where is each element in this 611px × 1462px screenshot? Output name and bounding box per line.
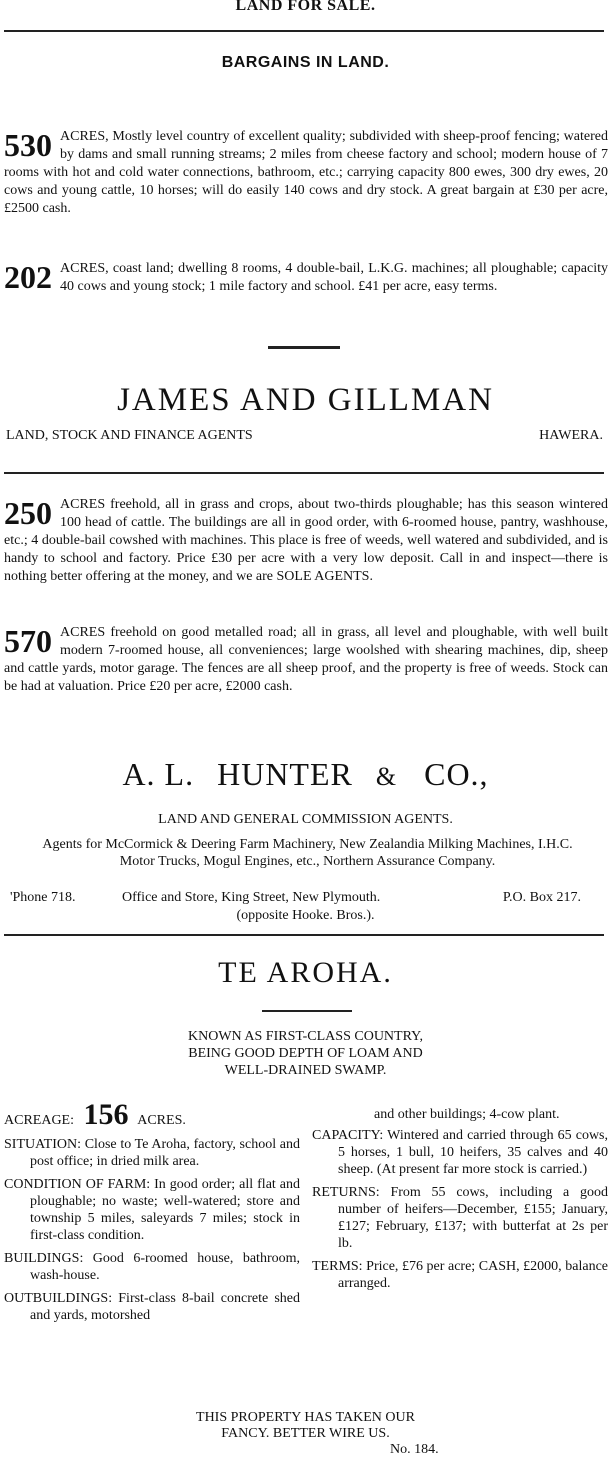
- listing-text: ACRES freehold, all in grass and crops, about two-thirds ploughable; has this season wintered 100 head of cattle. The buildings are all in good order, with 6-roomed house, pantry, washhouse, etc.; 4 double-bail cowshed with machines. This place is free of weeds, well watered and subdivided, and is handy to school and factory. Price £30 per acre with a very low deposit. Call in and inspect—there is nothing better offering at the money, and we are SOLE AGENTS.: [4, 497, 608, 584]
- listing-text: ACRES, coast land; dwelling 8 rooms, 4 double-bail, L.K.G. machines; all ploughable; capacity 40 cows and young stock; 1 mile factory and school. £41 per acre, easy terms.: [60, 261, 608, 294]
- buildings-text: Good 6-roomed house, bathroom, wash-house.: [30, 1251, 300, 1283]
- situation-text: Close to Te Aroha, factory, school and post office; in dried milk area.: [30, 1137, 301, 1169]
- listing-text: ACRES, Mostly level country of excellent quality; subdivided with sheep-proof fencing; watered by dams and small running streams; 2 miles from cheese factory and school; modern house of 7 rooms with hot and cold water connections, bathroom, etc.; carrying capacity 800 ewes, 300 dry ewes, 20 cows and young cattle, 10 horses; will do easily 140 cows and dry stock. A great bargain at £30 per acre, £2500 cash.: [4, 129, 608, 216]
- divider: [4, 472, 604, 474]
- condition-text: In good order; all flat and ploughable; no waste; well-watered; store and township 5 miles, saleyards 7 miles; stock in first-class condition.: [30, 1177, 300, 1243]
- terms-item: [312, 1258, 608, 1292]
- agent-name-james-gillman: JAMES AND GILLMAN: [117, 382, 494, 418]
- right-column: [312, 1106, 608, 1298]
- agent-company: CO.,: [424, 756, 489, 792]
- acreage-number: 530: [4, 127, 52, 163]
- agent-opposite: (opposite Hooke. Bros.).: [236, 908, 375, 923]
- closing-line: FANCY. BETTER WIRE US.: [221, 1426, 390, 1441]
- ad-number: No. 184.: [390, 1442, 439, 1457]
- agent-phone: 'Phone 718.: [10, 890, 76, 905]
- description-line: KNOWN AS FIRST-CLASS COUNTRY,: [188, 1029, 423, 1044]
- condition-label: CONDITION OF FARM:: [4, 1177, 151, 1192]
- agent-office: Office and Store, King Street, New Plymouth.: [122, 890, 381, 905]
- acreage-number: 250: [4, 495, 52, 531]
- closing-text: [0, 1410, 611, 1442]
- divider: [4, 934, 604, 936]
- agent-description: Agents for McCormick & Deering Farm Machinery, New Zealandia Milking Machines, I.H.C. Motor Trucks, Mogul Engines, etc., Northern Assurance Company.: [42, 837, 573, 869]
- acreage-number: 202: [4, 259, 52, 295]
- listing-text: ACRES freehold on good metalled road; all in grass, all level and ploughable, with well built modern 7-roomed house, all conveniences; large woolshed with shearing machines, dip, sheep and cattle yards, motor garage. The fences are all sheep proof, and the property is free of weeds. Stock can be had at valuation. Price £20 per acre, £2000 cash.: [4, 625, 608, 694]
- property-description: [0, 1028, 611, 1079]
- acreage-unit: ACRES.: [137, 1113, 186, 1128]
- ampersand: &: [375, 762, 398, 791]
- agent-initials: A. L.: [122, 756, 195, 792]
- agent-surname: HUNTER: [217, 756, 353, 792]
- agent-tagline: LAND, STOCK AND FINANCE AGENTS: [6, 428, 253, 443]
- capacity-label: CAPACITY:: [312, 1128, 384, 1143]
- terms-label: TERMS:: [312, 1259, 363, 1274]
- condition-item: [4, 1176, 300, 1244]
- section-title-bargains: BARGAINS IN LAND.: [221, 54, 390, 71]
- agent-pobox: P.O. Box 217.: [502, 890, 581, 905]
- acreage-number: 570: [4, 623, 52, 659]
- divider: [268, 346, 340, 349]
- buildings-label: BUILDINGS:: [4, 1251, 84, 1266]
- outbuildings-item: [4, 1290, 300, 1324]
- outbuildings-label: OUTBUILDINGS:: [4, 1291, 113, 1306]
- listing-202: [4, 260, 608, 296]
- agent-location: HAWERA.: [539, 428, 603, 443]
- page-header: LAND FOR SALE.: [235, 0, 376, 14]
- listing-530: [4, 128, 608, 218]
- property-title-te-aroha: TE AROHA.: [218, 956, 393, 989]
- returns-text: From 55 cows, including a good number of heifers—December, £155; January, £127; February, £137; with butterfat at 2s per lb.: [338, 1185, 608, 1251]
- situation-item: [4, 1136, 300, 1170]
- terms-text: Price, £76 per acre; CASH, £2000, balance arranged.: [338, 1259, 608, 1291]
- buildings-item: [4, 1250, 300, 1284]
- returns-label: RETURNS:: [312, 1185, 380, 1200]
- left-column: [4, 1136, 300, 1330]
- divider: [262, 1010, 352, 1012]
- description-line: BEING GOOD DEPTH OF LOAM AND: [188, 1046, 423, 1061]
- returns-item: [312, 1184, 608, 1252]
- capacity-item: [312, 1127, 608, 1178]
- agent-name-hunter: [0, 756, 611, 793]
- listing-570: [4, 624, 608, 696]
- divider: [4, 30, 604, 32]
- acreage-line: [4, 1098, 186, 1132]
- outbuildings-text: First-class 8-bail concrete shed and yards, motorshed: [30, 1291, 300, 1323]
- listing-250: [4, 496, 608, 586]
- acreage-value: 156: [83, 1098, 129, 1131]
- capacity-text: Wintered and carried through 65 cows, 5 horses, 1 bull, 10 heifers, 35 calves and 40 sheep. (At present far more stock is carried.): [338, 1128, 609, 1177]
- acreage-label: ACREAGE:: [4, 1113, 74, 1128]
- description-line: WELL-DRAINED SWAMP.: [224, 1063, 387, 1078]
- closing-line: THIS PROPERTY HAS TAKEN OUR: [196, 1410, 415, 1425]
- outbuildings-continued: and other buildings; 4-cow plant.: [374, 1107, 560, 1122]
- agent-tagline: LAND AND GENERAL COMMISSION AGENTS.: [158, 812, 453, 827]
- situation-label: SITUATION:: [4, 1137, 81, 1152]
